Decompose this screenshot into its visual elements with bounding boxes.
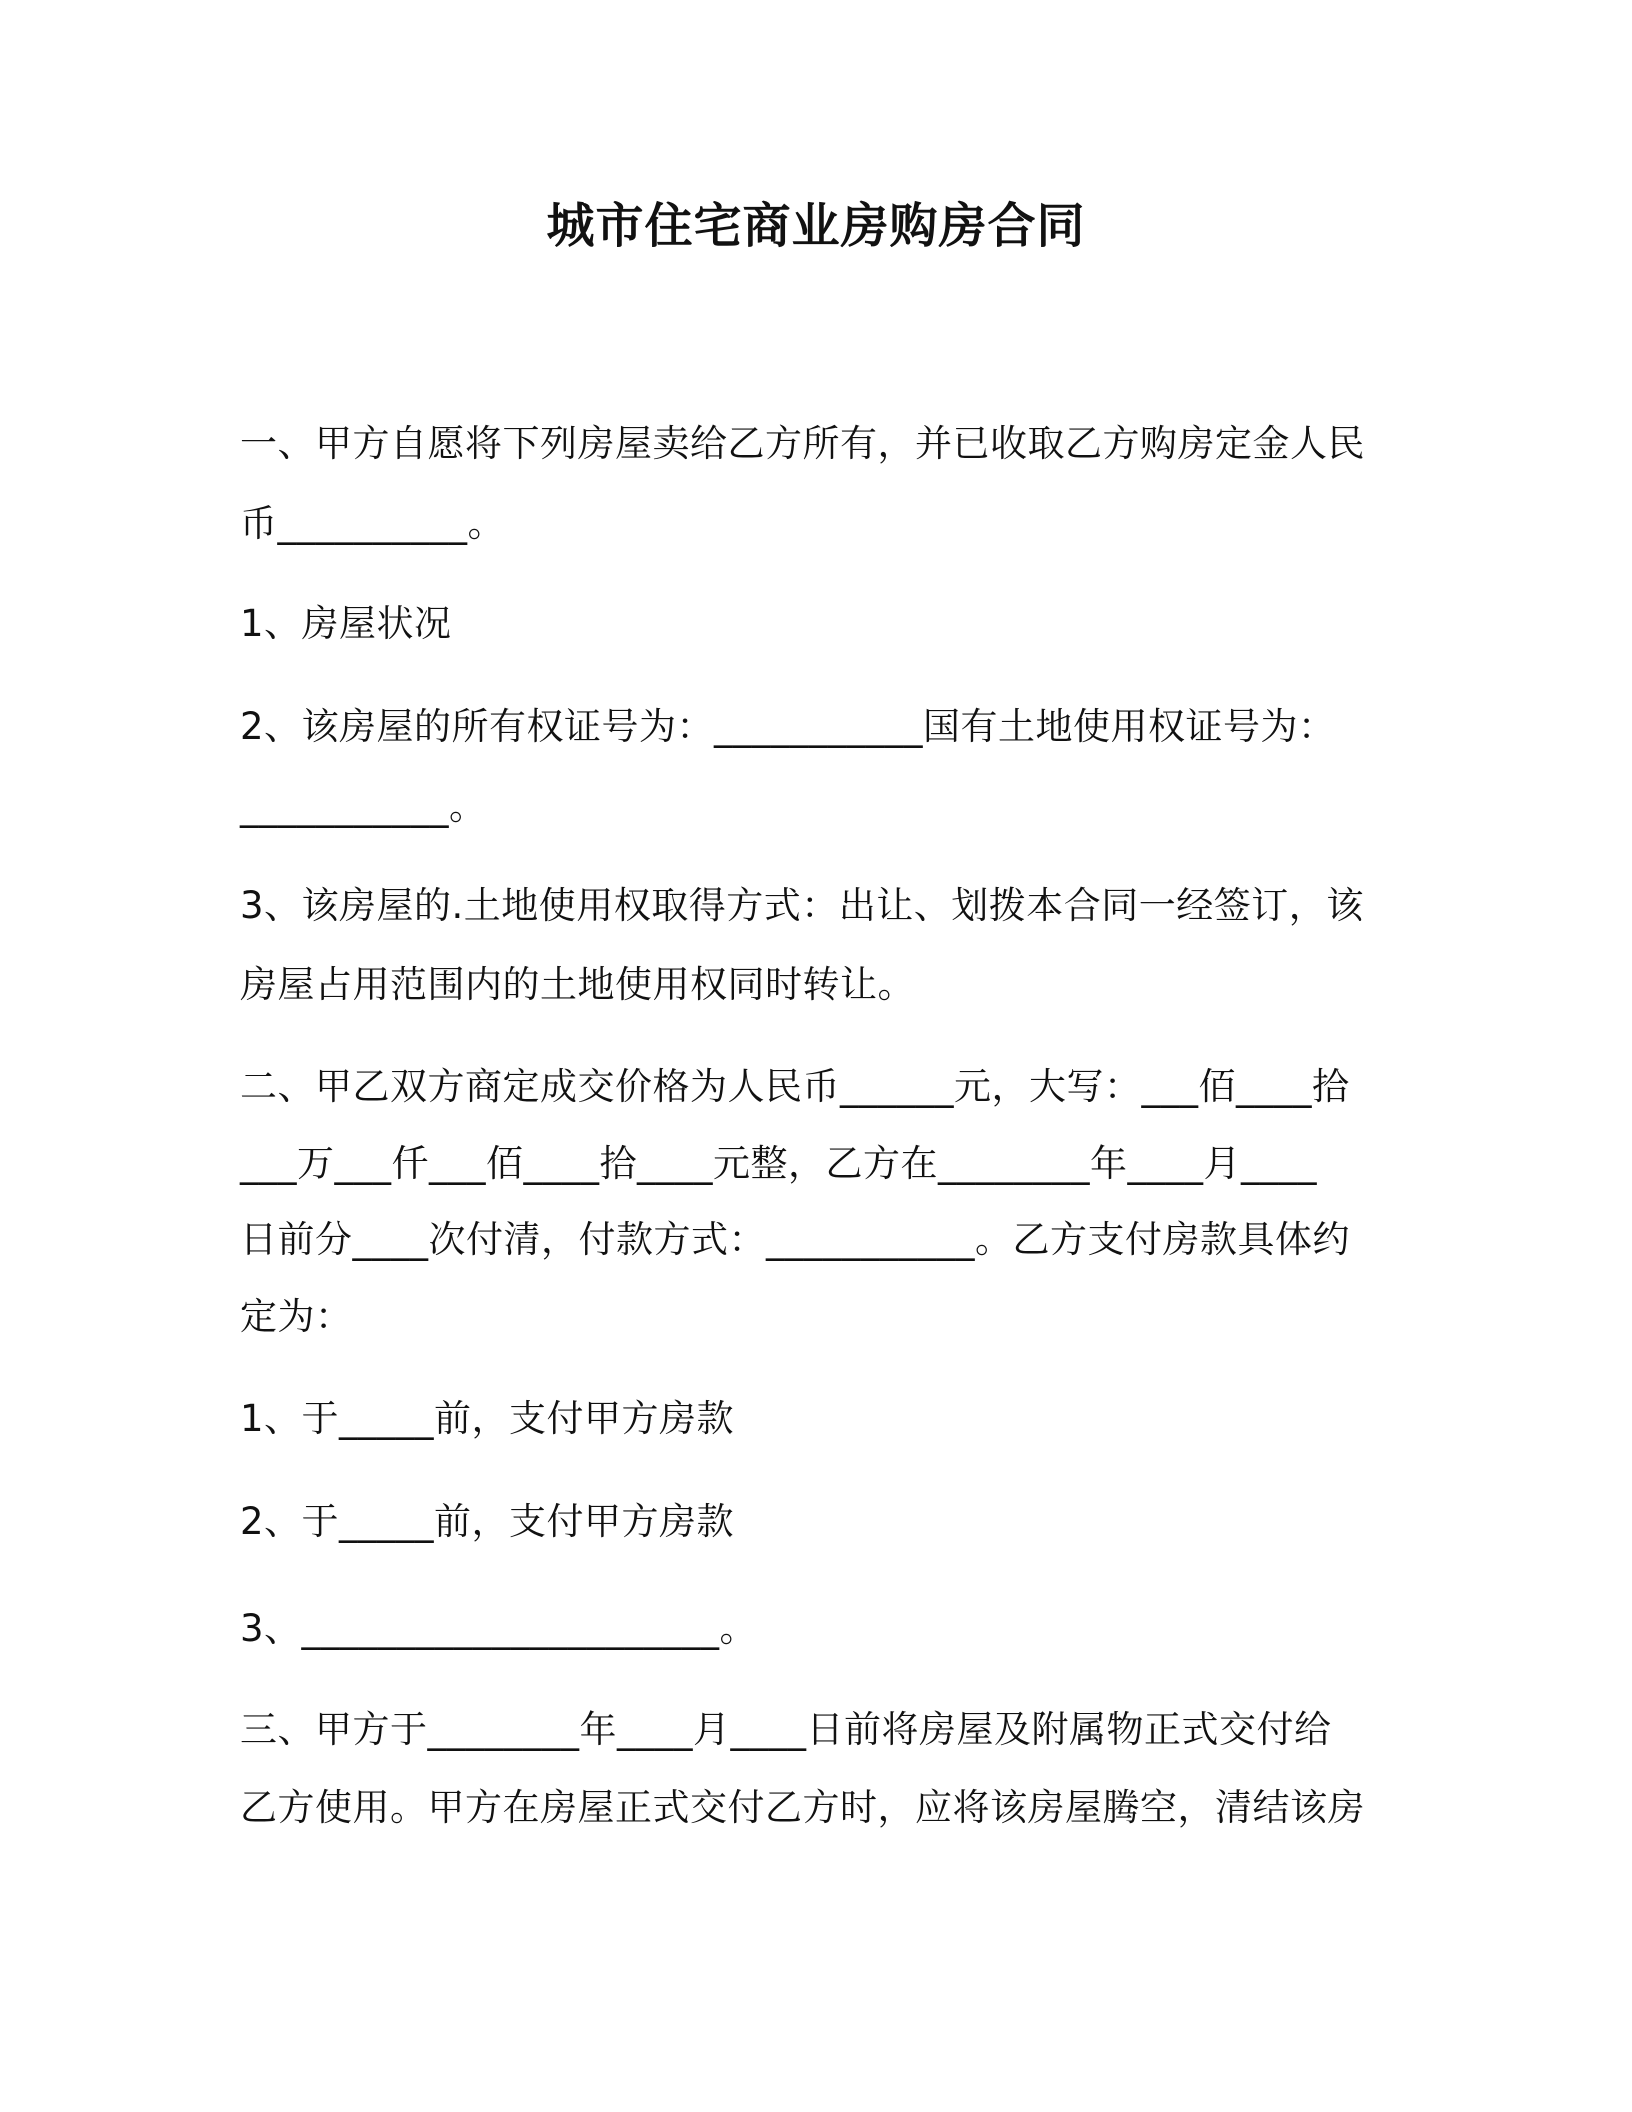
- paragraph-line: 1、房屋状况: [240, 602, 452, 645]
- paragraph-line: 三、甲方于________年____月____日前将房屋及附属物正式交付给: [240, 1708, 1332, 1751]
- paragraph-line: 3、______________________。: [240, 1607, 758, 1650]
- paragraph-line: 一、甲方自愿将下列房屋卖给乙方所有，并已收取乙方购房定金人民: [240, 422, 1365, 465]
- paragraph-line: ___万___仟___佰____拾____元整，乙方在________年____月____: [240, 1142, 1317, 1185]
- paragraph-line: 房屋占用范围内的土地使用权同时转让。: [240, 963, 915, 1006]
- paragraph-line: ___________。: [240, 785, 487, 828]
- paragraph-line: 2、于_____前，支付甲方房款: [240, 1500, 735, 1543]
- paragraph-line: 币__________。: [240, 502, 505, 545]
- document-title: 城市住宅商业房购房合同: [546, 198, 1086, 254]
- paragraph-line: 乙方使用。甲方在房屋正式交付乙方时，应将该房屋腾空，清结该房: [240, 1786, 1365, 1829]
- paragraph-line: 2、该房屋的所有权证号为：___________国有土地使用权证号为：: [240, 705, 1336, 748]
- paragraph-line: 二、甲乙双方商定成交价格为人民币______元，大写：___佰____拾: [240, 1065, 1350, 1108]
- paragraph-line: 1、于_____前，支付甲方房款: [240, 1397, 735, 1440]
- paragraph-line: 日前分____次付清，付款方式：___________。乙方支付房款具体约: [240, 1218, 1350, 1261]
- paragraph-line: 定为：: [240, 1295, 353, 1338]
- paragraph-line: 3、该房屋的.土地使用权取得方式：出让、划拨本合同一经签订，该: [240, 884, 1364, 927]
